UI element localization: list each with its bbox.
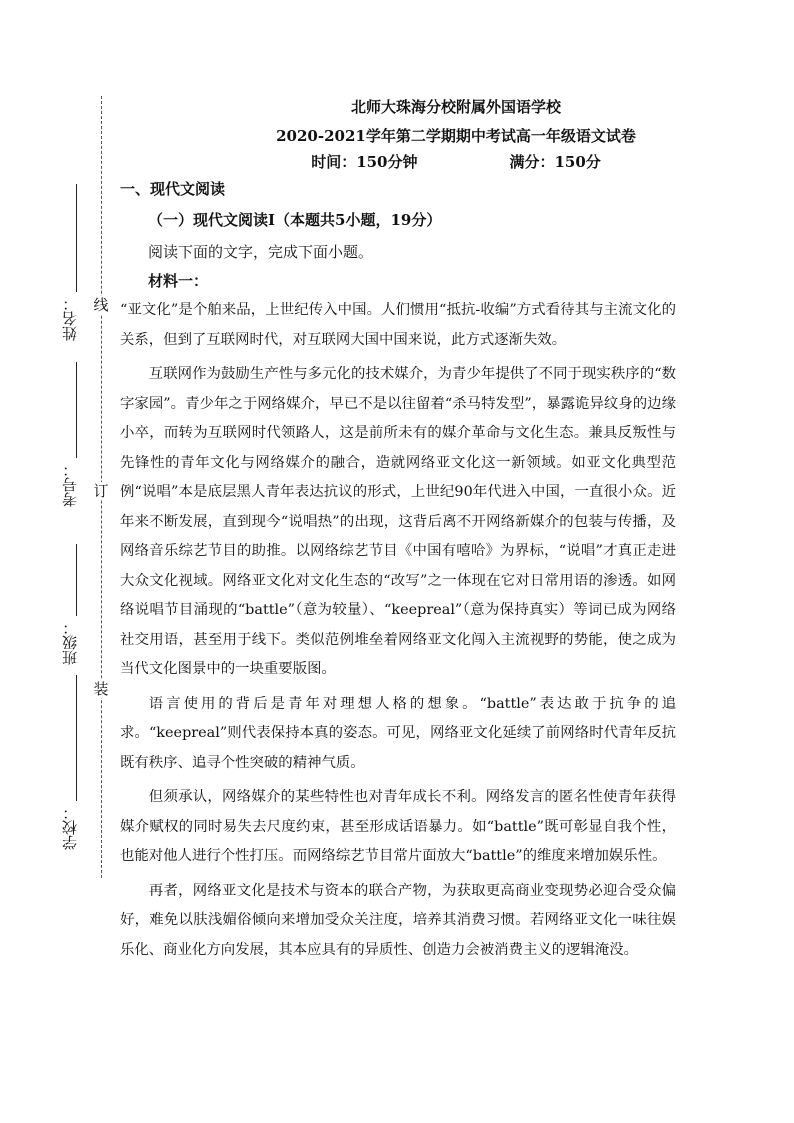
binding-mark-line: 线: [93, 296, 109, 314]
exam-number-field[interactable]: [56, 462, 84, 507]
class-label: 班级：: [61, 620, 79, 665]
name-field[interactable]: [56, 296, 84, 341]
exam-time: 时间：150分钟: [311, 153, 418, 171]
article-body: [120, 296, 676, 970]
binding-mark-bind: 装: [93, 680, 109, 698]
binding-mark-staple: 订: [93, 482, 109, 500]
paragraph-1: “亚文化”是个舶来品，上世纪传入中国。人们惯用“抵抗-收编”方式看待其与主流文化的关系，但到了互联网时代，对互联网大国中国来说，此方式逐渐失效。: [120, 302, 676, 348]
name-underline: [76, 184, 77, 292]
school-title: 北师大珠海分校附属外国语学校: [350, 98, 561, 116]
school-label: 学校：: [61, 805, 79, 850]
section-title: 一、现代文阅读: [120, 180, 226, 198]
paragraph-3: 语言使用的背后是青年对理想人格的想象。“battle”表达敢于抗争的追求。“keepreal”则代表保持本真的姿态。可见，网络亚文化延续了前网络时代青年反抗既有秩序、追寻个性突破的精神气质。: [120, 695, 676, 771]
subsection-title: （一）现代文阅读Ⅰ（本题共5小题，19分）: [148, 211, 442, 229]
exam-number-label: 考号：: [61, 462, 79, 507]
class-field[interactable]: [56, 620, 84, 665]
school-field[interactable]: [56, 805, 84, 850]
paragraph-5: 再者，网络亚文化是技术与资本的联合产物，为获取更高商业变现势必迎合受众偏好，难免以肤浅媚俗倾向来增加受众关注度，培养其消费习惯。若网络亚文化一味往娱乐化、商业化方向发展，其本应具有的异质性、创造力会被消费主义的逻辑淹没。: [120, 882, 676, 958]
binding-margin: [0, 0, 118, 1123]
exam-score: 满分：150分: [509, 153, 601, 171]
class-underline: [76, 544, 77, 616]
paragraph-2: 互联网作为鼓励生产性与多元化的技术媒介，为青少年提供了不同于现实秩序的“数字家园”。青少年之于网络媒介，早已不是以往留着“杀马特发型”，暴露诡异纹身的边缘小卒，而转为互联网时代领路人，这是前所未有的媒介革命与文化生态。兼具反叛性与先锋性的青年文化与网络媒介的融合，造就网络亚文化这一新领域。如亚文化典型范例“说唱”本是底层黑人青年表达抗议的形式，上世纪90年代进入中国，一直很小众。近年来不断发展，直到现今“说唱热”的出现，这背后离不开网络新媒介的包装与传播，及网络音乐综艺节目的助推。以网络综艺节目《中国有嘻哈》为界标，“说唱”才真正走进大众文化视域。网络亚文化对文化生态的“改写”之一体现在它对日常用语的渗透。如网络说唱节目涌现的“battle”（意为较量）、“keepreal”（意为保持真实）等词已成为网络社交用语，甚至用于线下。类似范例堆垒着网络亚文化闯入主流视野的势能，使之成为当代文化图景中的一块重要版图。: [120, 366, 676, 677]
name-label: 姓名：: [61, 296, 79, 341]
exam-number-underline: [76, 362, 77, 458]
exam-info: [118, 151, 794, 172]
paragraph-4: 但须承认，网络媒介的某些特性也对青年成长不利。网络发言的匿名性使青年获得媒介赋权的同时易失去尺度约束，甚至形成话语暴力。如“battle”既可彰显自我个性，也能对他人进行个性打压。而网络综艺节目常片面放大“battle”的维度来增加娱乐性。: [120, 789, 676, 864]
material-label: 材料一：: [148, 272, 209, 290]
school-underline: [76, 675, 77, 801]
exam-title: 2020-2021学年第二学期期中考试高一年级语文试卷: [276, 127, 636, 145]
instruction: 阅读下面的文字，完成下面小题。: [148, 243, 374, 261]
